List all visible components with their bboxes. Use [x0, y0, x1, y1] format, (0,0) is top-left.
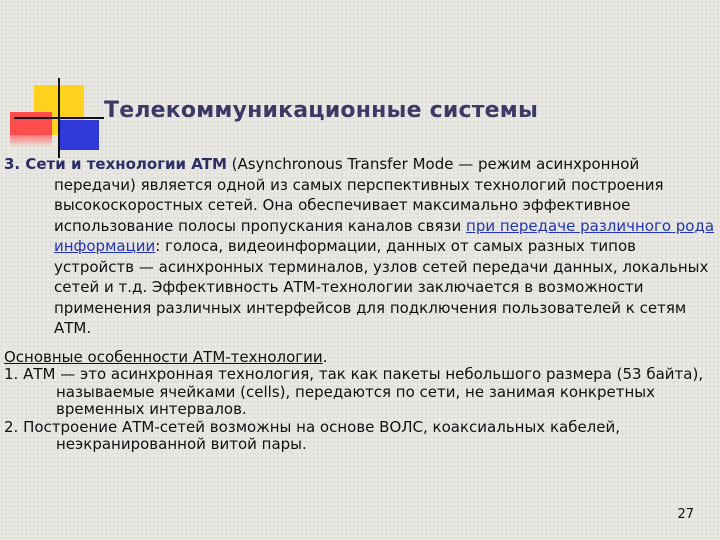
- atm-text-a: (Asynchronous Transfer Mode — режим асинхронной передачи) является одной из самых перспективных технологий построения высокоскоростных сетей. Она обеспечивает максимально эффективное использование полосы пропускания каналов связи: [54, 155, 664, 235]
- atm-lead: 3. Сети и технологии ATM: [4, 155, 227, 173]
- feature-item-1: 1. АТМ — это асинхронная технология, так как пакеты небольшого размера (53 байта), называемые ячейками (cells), передаются по сети, не занимая конкретных временных интервалов.: [4, 365, 704, 418]
- horizontal-line: [14, 117, 104, 119]
- decorative-squares: [0, 0, 100, 160]
- atm-text-b: : голоса, видеоинформации, данных от самых разных типов устройств — асинхронных терминалов, узлов сетей передачи данных, локальных сетей и т.д. Эффективность АТМ-технологии заключается в возможности применения различных интерфейсов для подключения пользователей к сетям АТМ.: [54, 237, 709, 337]
- slide-content: [4, 154, 716, 454]
- features-heading: Основные особенности АТМ-технологии: [4, 347, 323, 366]
- blue-square: [59, 120, 99, 150]
- features-heading-line: [4, 349, 716, 367]
- atm-paragraph: [4, 154, 716, 339]
- page-number: 27: [677, 507, 694, 522]
- features-heading-end: .: [322, 347, 328, 366]
- slide-title: Телекоммуникационные системы: [104, 98, 539, 123]
- feature-item-2: 2. Построение АТМ-сетей возможны на основе ВОЛС, коаксиальных кабелей, неэкранированной витой пары.: [4, 417, 621, 453]
- red-square: [10, 112, 52, 136]
- info-link[interactable]: при передаче различного рода информации: [54, 216, 715, 255]
- red-square-fade: [10, 135, 52, 147]
